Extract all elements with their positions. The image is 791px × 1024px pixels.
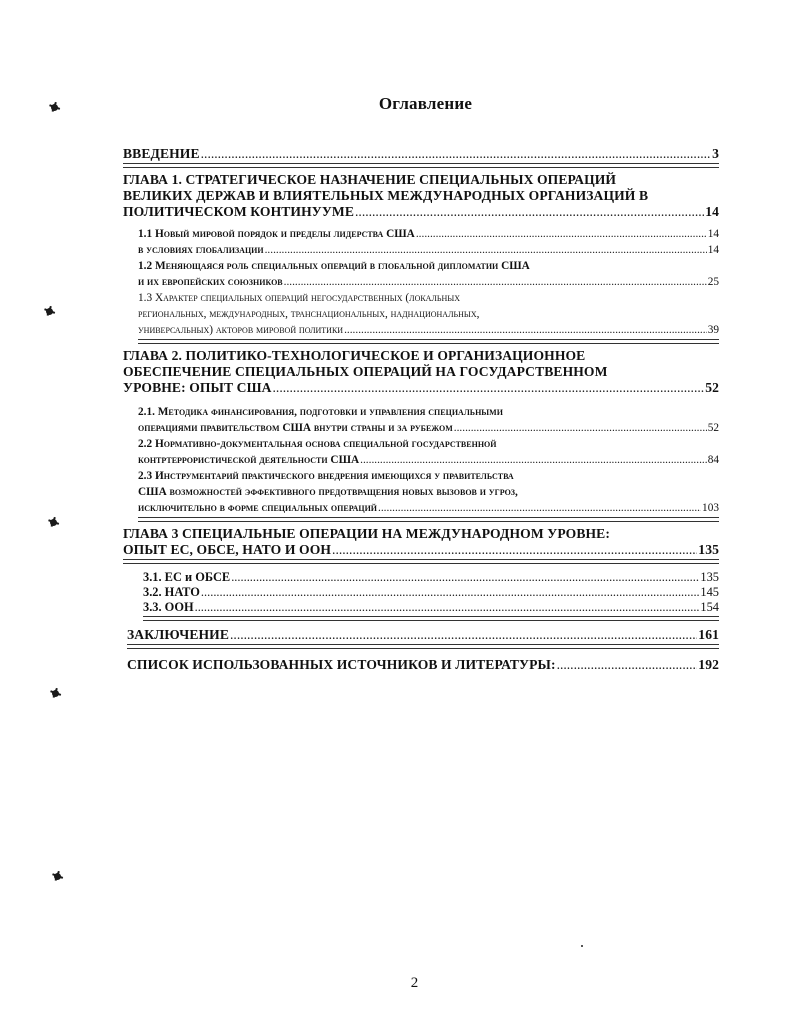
dot-leader <box>355 204 704 220</box>
toc-entry-label: УРОВНЕ: ОПЫТ США <box>123 380 272 395</box>
toc-entry-label: ОПЫТ ЕС, ОБСЕ, НАТО И ООН <box>123 542 332 557</box>
toc-entry-line: 2.3 Инструментарий практического внедрения имеющихся у правительства <box>138 470 514 482</box>
toc-entry-line: ВЕЛИКИХ ДЕРЖАВ И ВЛИЯТЕЛЬНЫХ МЕЖДУНАРОДНЫХ ОРГАНИЗАЦИЙ В <box>123 188 649 203</box>
toc-entry-conclusion[interactable] <box>127 627 719 649</box>
dot-leader <box>201 585 699 600</box>
toc-entry-label: СПИСОК ИСПОЛЬЗОВАННЫХ ИСТОЧНИКОВ И ЛИТЕРАТУРЫ: <box>127 657 556 672</box>
dot-leader <box>360 452 707 468</box>
toc-entry-section-2-2[interactable] <box>138 436 719 468</box>
toc-entry-line: 1.3 Характер специальных операций негосударственных (локальных <box>138 292 461 304</box>
toc-page-number: 52 <box>705 380 719 395</box>
toc-entry-label: универсальных) акторов мировой политики <box>138 324 344 336</box>
toc-entry-line: 2.2 Нормативно-документальная основа специальной государственной <box>138 438 497 450</box>
toc-entry-line: ГЛАВА 3 СПЕЦИАЛЬНЫЕ ОПЕРАЦИИ НА МЕЖДУНАРОДНОМ УРОВНЕ: <box>123 526 610 541</box>
toc-entry-section-3-2[interactable] <box>143 585 719 600</box>
toc-entry-bibliography[interactable] <box>127 657 719 673</box>
toc-entry-label: ПОЛИТИЧЕСКОМ КОНТИНУУМЕ <box>123 204 355 219</box>
toc-entry-section-3-3[interactable] <box>143 600 719 621</box>
separator-rule <box>123 163 719 168</box>
separator-rule <box>123 559 719 564</box>
toc-page-number: 135 <box>700 570 719 584</box>
toc-page-number: 14 <box>707 244 719 256</box>
toc-entry-section-2-3[interactable] <box>138 468 719 522</box>
toc-entry-chapter-2[interactable] <box>123 348 719 396</box>
toc-entry-chapter-3[interactable] <box>123 526 719 564</box>
toc-entry-section-1-1-continued[interactable] <box>138 242 719 258</box>
toc-entry-introduction[interactable] <box>123 146 719 168</box>
scan-speck-5 <box>53 872 62 881</box>
separator-rule <box>138 517 719 522</box>
toc-entry-section-1-3[interactable] <box>138 290 719 344</box>
scan-speck-1 <box>50 103 59 112</box>
toc-entry-label: в условиях глобализации <box>138 244 264 256</box>
toc-entry-line: 1.2 Меняющаяся роль специальных операций в глобальной дипломатии США <box>138 260 530 272</box>
toc-entry-section-3-1[interactable] <box>143 570 719 585</box>
toc-page-number: 154 <box>700 600 719 614</box>
toc-entry-label: контртеррористической деятельности США <box>138 454 360 466</box>
toc-page-number: 145 <box>700 585 719 599</box>
toc-entry-line: 2.1. Методика финансирования, подготовки и управления специальными <box>138 406 503 418</box>
toc-entry-line: ОБЕСПЕЧЕНИЕ СПЕЦИАЛЬНЫХ ОПЕРАЦИЙ НА ГОСУДАРСТВЕННОМ <box>123 364 608 379</box>
toc-title: Оглавление <box>378 94 473 113</box>
toc-entry-line: ГЛАВА 2. ПОЛИТИКО-ТЕХНОЛОГИЧЕСКОЕ И ОРГАНИЗАЦИОННОЕ <box>123 348 586 363</box>
toc-entry-label: 3.1. ЕС и ОБСЕ <box>143 570 231 584</box>
dot-leader <box>284 274 707 290</box>
dot-leader <box>231 570 699 585</box>
toc-page-number: 135 <box>698 542 719 557</box>
dot-leader <box>195 600 700 615</box>
toc-entry-label: операциями правительством США внутри страны и за рубежом <box>138 422 453 434</box>
toc-page-number: 103 <box>702 502 719 514</box>
toc-page-number: 14 <box>707 228 719 240</box>
dot-leader <box>557 657 698 673</box>
toc-page-number: 25 <box>707 276 719 288</box>
toc-entry-section-1-2[interactable] <box>138 258 719 290</box>
dot-leader <box>265 242 707 258</box>
toc-entry-line: ГЛАВА 1. СТРАТЕГИЧЕСКОЕ НАЗНАЧЕНИЕ СПЕЦИАЛЬНЫХ ОПЕРАЦИЙ <box>123 172 617 187</box>
scan-speck-2 <box>45 307 54 316</box>
toc-page-number: 39 <box>707 324 719 336</box>
toc-entry-label: 3.3. ООН <box>143 600 194 614</box>
dot-leader <box>416 226 707 242</box>
separator-rule <box>127 644 719 649</box>
toc-page-number: 84 <box>707 454 719 466</box>
page-number: 2 <box>410 975 419 991</box>
toc-entry-chapter-1[interactable] <box>123 172 719 220</box>
dot-leader <box>230 627 697 643</box>
dot-leader <box>332 542 697 558</box>
toc-entry-label: ВВЕДЕНИЕ <box>123 146 200 161</box>
toc-page-number: 3 <box>712 146 719 161</box>
table-of-contents <box>123 146 719 673</box>
dot-leader <box>378 500 701 516</box>
dot-leader <box>344 322 707 338</box>
toc-entry-label: 1.1 Новый мировой порядок и пределы лидерства США <box>138 228 415 240</box>
toc-page-number: 192 <box>698 657 719 672</box>
toc-entry-section-1-1[interactable] <box>138 226 719 242</box>
scan-dot <box>581 945 583 947</box>
scan-speck-4 <box>51 689 60 698</box>
toc-page-number: 161 <box>698 627 719 642</box>
toc-entry-line: региональных, международных, транснациональных, наднациональных, <box>138 308 480 320</box>
toc-entry-label: ЗАКЛЮЧЕНИЕ <box>127 627 230 642</box>
dot-leader <box>201 146 711 162</box>
toc-entry-line: США возможностей эффективного предотвращения новых вызовов и угроз, <box>138 486 518 498</box>
toc-entry-label: и их европейских союзников <box>138 276 283 288</box>
dot-leader <box>454 420 707 436</box>
dot-leader <box>273 380 705 396</box>
toc-page-number: 52 <box>707 422 719 434</box>
separator-rule <box>138 339 719 344</box>
scan-speck-3 <box>49 518 58 527</box>
separator-rule <box>143 616 719 621</box>
toc-entry-label: исключительно в форме специальных операций <box>138 502 378 514</box>
toc-entry-section-2-1[interactable] <box>138 404 719 436</box>
toc-entry-label: 3.2. НАТО <box>143 585 200 599</box>
toc-page-number: 14 <box>705 204 719 219</box>
